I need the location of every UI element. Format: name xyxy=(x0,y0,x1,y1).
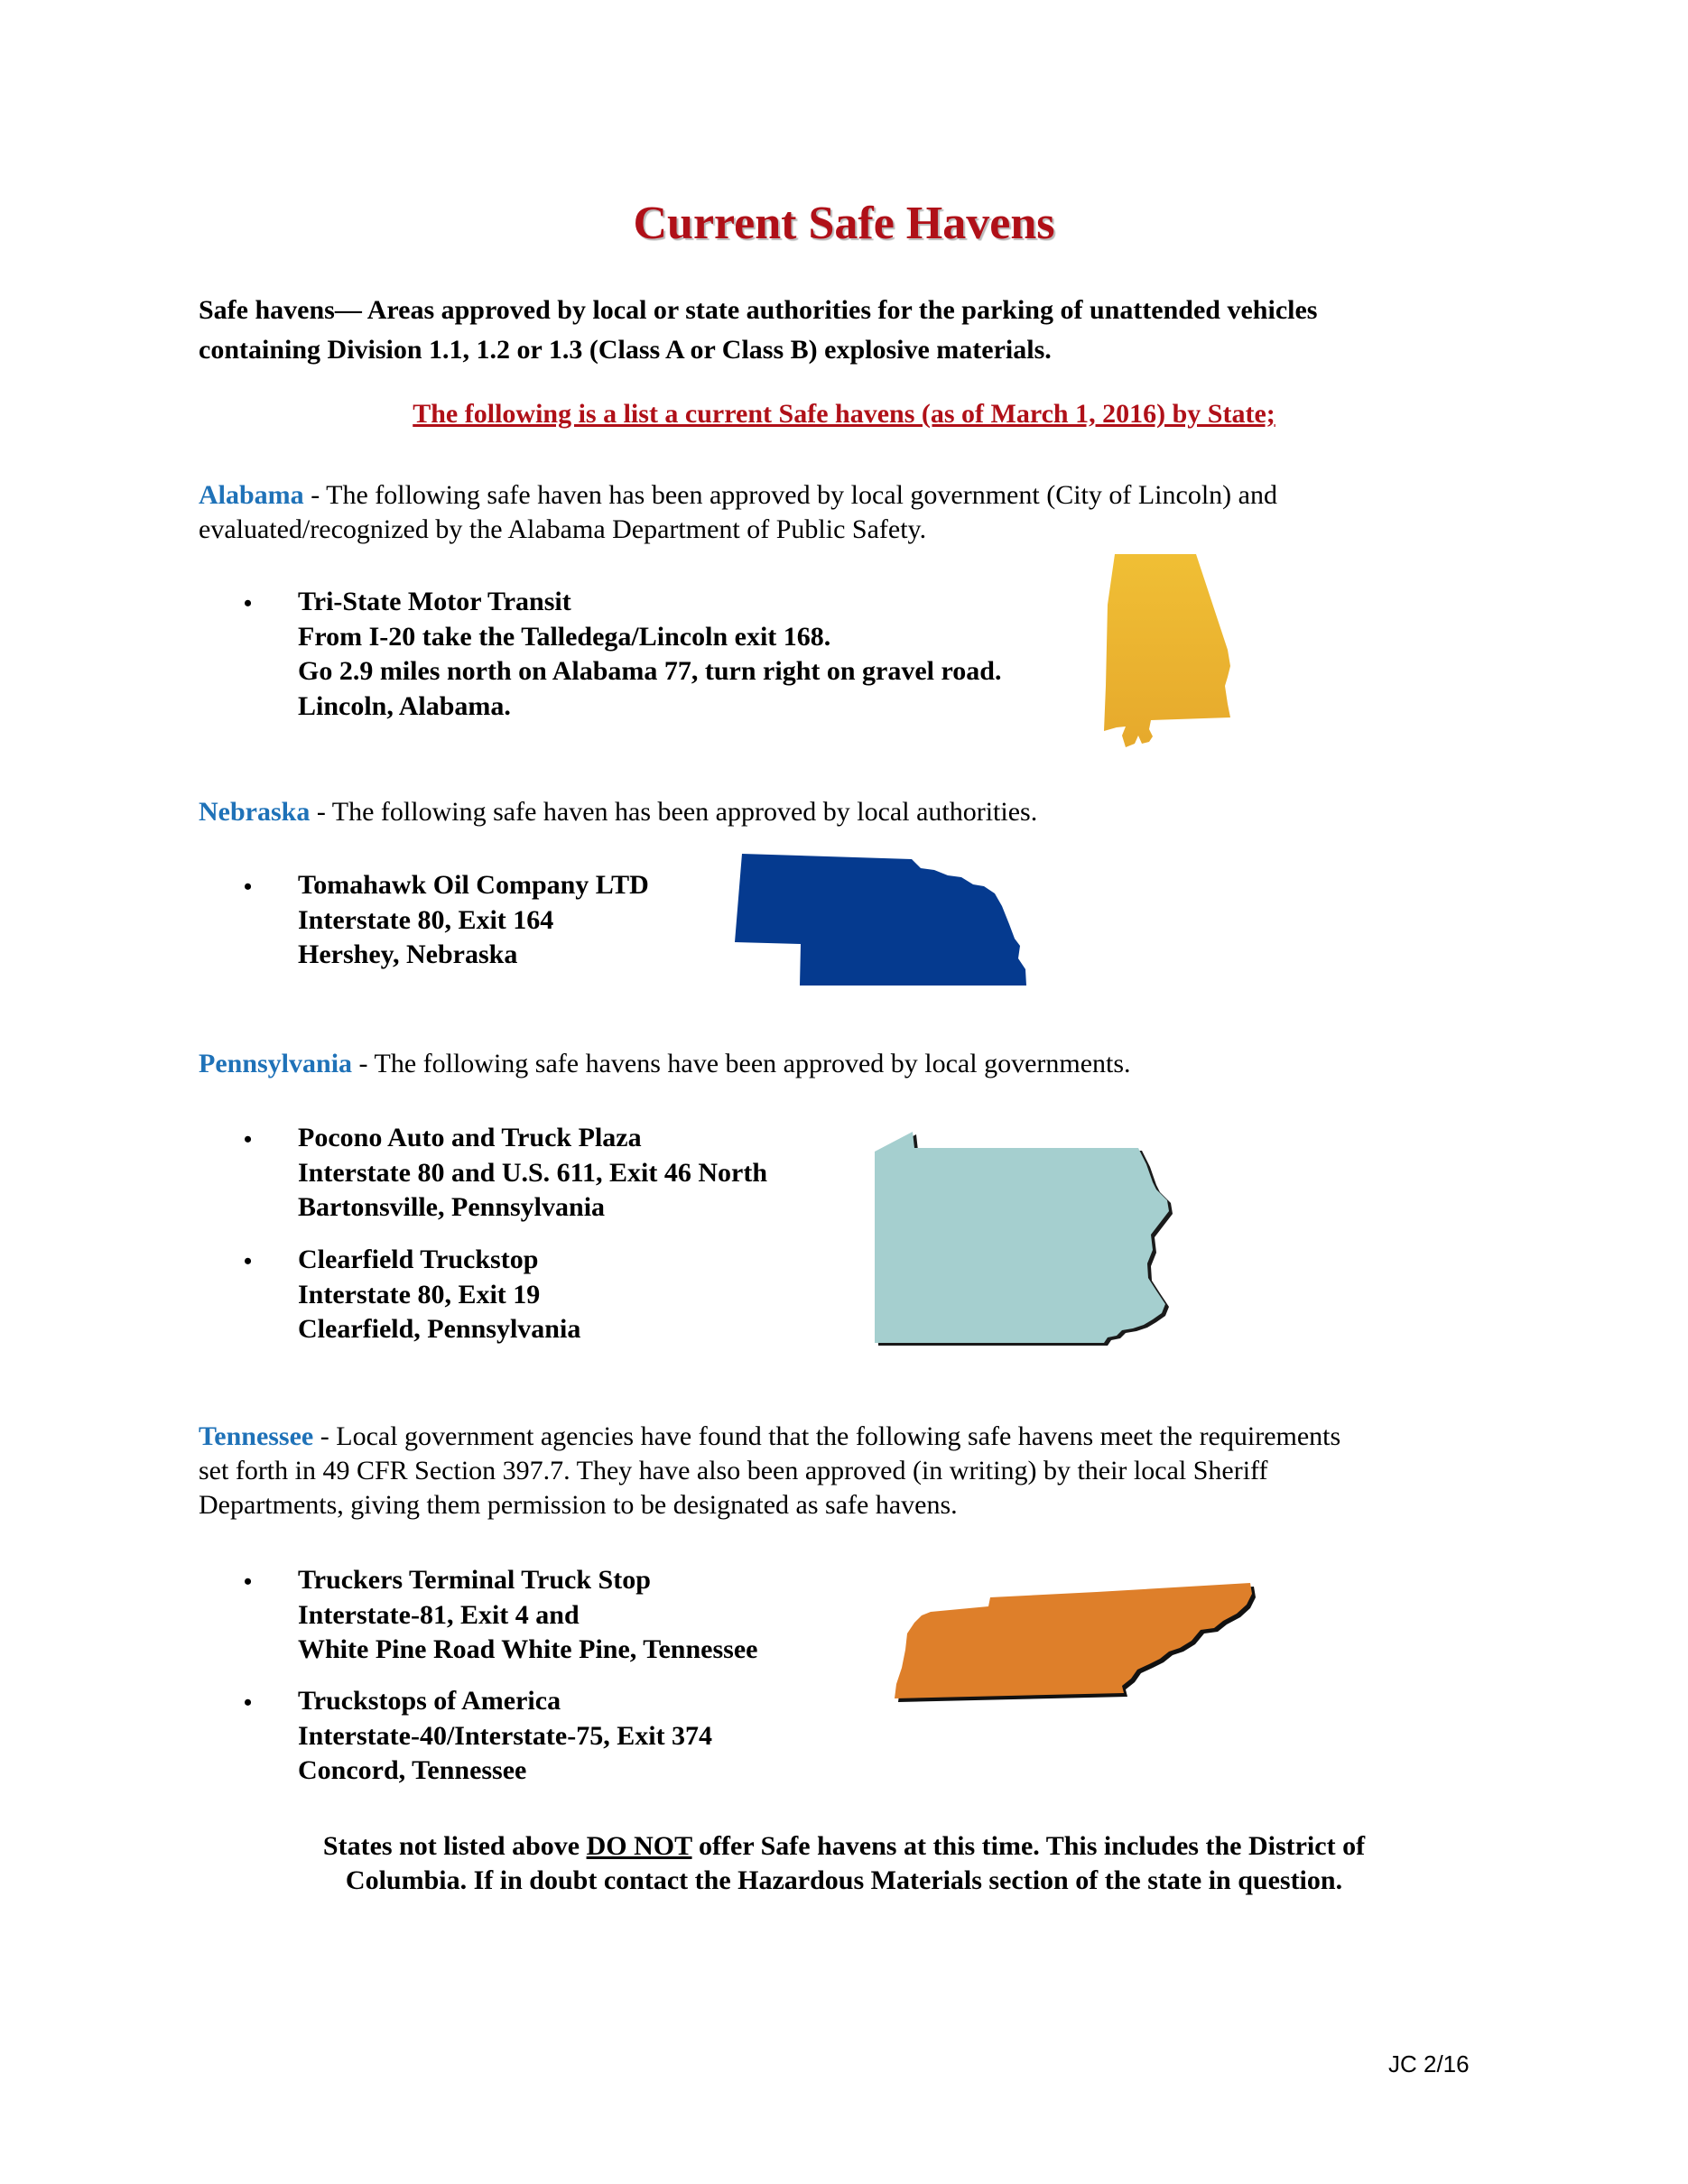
haven-line: Bartonsville, Pennsylvania xyxy=(298,1192,606,1222)
haven-name: Tomahawk Oil Company LTD xyxy=(298,870,649,900)
definition-line-1: Safe havens— Areas approved by local or state authorities for the parking of unattended vehicles xyxy=(199,295,1318,325)
state-section-pennsylvania xyxy=(199,1047,1507,1081)
footer-note-text: States not listed above xyxy=(322,1831,587,1861)
haven-line: Interstate-40/Interstate-75, Exit 374 xyxy=(298,1720,713,1751)
state-description-line-2: set forth in 49 CFR Section 397.7. They have also been approved (in writing) by their local Sheriff xyxy=(199,1456,1268,1485)
state-name-alabama: Alabama xyxy=(199,480,304,510)
bullet-icon: • xyxy=(244,1248,253,1274)
haven-line: Interstate 80, Exit 19 xyxy=(298,1279,541,1309)
state-description-line-3: Departments, giving them permission to be designated as safe havens. xyxy=(199,1490,958,1520)
state-description: - The following safe haven has been approved by local authorities. xyxy=(310,797,1038,827)
haven-line: Lincoln, Alabama. xyxy=(298,690,511,721)
safe-haven-entry xyxy=(244,1243,580,1347)
footer-note-line-2: Columbia. If in doubt contact the Hazardous Materials section of the state in question. xyxy=(345,1865,1343,1895)
pennsylvania-shape xyxy=(875,1132,1169,1343)
haven-line: Hershey, Nebraska xyxy=(298,939,518,969)
alabama-map-icon xyxy=(1097,551,1241,754)
bullet-icon: • xyxy=(244,1569,253,1595)
state-description: - Local government agencies have found that the following safe havens meet the requirements xyxy=(313,1421,1341,1451)
state-name-tennessee: Tennessee xyxy=(199,1421,314,1451)
state-name-pennsylvania: Pennsylvania xyxy=(199,1049,353,1078)
haven-line: Interstate 80, Exit 164 xyxy=(298,904,554,935)
state-section-alabama xyxy=(199,478,1507,547)
haven-line: White Pine Road White Pine, Tennessee xyxy=(298,1634,758,1664)
haven-name: Pocono Auto and Truck Plaza xyxy=(298,1123,642,1152)
state-description: - The following safe haven has been approved by local government (City of Lincoln) and xyxy=(303,480,1277,510)
haven-line: Interstate 80 and U.S. 611, Exit 46 North xyxy=(298,1157,768,1188)
definition-line-2: containing Division 1.1, 1.2 or 1.3 (Class A or Class B) explosive materials. xyxy=(199,335,1052,365)
bullet-icon: • xyxy=(244,590,253,616)
alabama-shape xyxy=(1104,554,1230,747)
footer-note-text: offer Safe havens at this time. This includes the District of xyxy=(691,1831,1366,1861)
nebraska-shape xyxy=(735,854,1026,986)
page-title: Current Safe Havens xyxy=(633,198,1055,249)
safe-haven-entry xyxy=(244,868,649,973)
safe-haven-entry xyxy=(244,1121,767,1226)
state-section-nebraska xyxy=(199,795,1507,829)
haven-name: Clearfield Truckstop xyxy=(298,1245,539,1274)
haven-line: From I-20 take the Talledega/Lincoln exit 168. xyxy=(298,621,831,652)
state-description-line-2: evaluated/recognized by the Alabama Department of Public Safety. xyxy=(199,514,927,544)
nebraska-map-icon xyxy=(731,852,1029,987)
page-identifier: JC 2/16 xyxy=(1388,2050,1470,2078)
do-not-emphasis: DO NOT xyxy=(586,1831,692,1861)
state-name-nebraska: Nebraska xyxy=(199,797,311,827)
footer-note xyxy=(0,1829,1688,1898)
haven-name: Tri-State Motor Transit xyxy=(298,587,571,616)
bullet-icon: • xyxy=(244,874,253,900)
haven-line: Go 2.9 miles north on Alabama 77, turn right on gravel road. xyxy=(298,656,1002,686)
bullet-icon: • xyxy=(244,1126,253,1152)
haven-name: Truckers Terminal Truck Stop xyxy=(298,1565,651,1595)
tennessee-shape xyxy=(895,1583,1252,1698)
state-section-tennessee xyxy=(199,1420,1507,1522)
safe-haven-definition xyxy=(199,291,1507,370)
haven-line: Interstate-81, Exit 4 and xyxy=(298,1599,580,1630)
haven-line: Concord, Tennessee xyxy=(298,1755,527,1785)
state-description: - The following safe havens have been approved by local governments. xyxy=(352,1049,1131,1078)
bullet-icon: • xyxy=(244,1689,253,1716)
safe-haven-entry xyxy=(244,585,1001,724)
list-heading: The following is a list a current Safe havens (as of March 1, 2016) by State; xyxy=(413,399,1275,429)
pennsylvania-map-icon xyxy=(871,1128,1173,1345)
safe-haven-entry xyxy=(244,1563,757,1668)
safe-haven-entry xyxy=(244,1684,712,1789)
haven-line: Clearfield, Pennsylvania xyxy=(298,1314,581,1344)
tennessee-map-icon xyxy=(889,1578,1268,1713)
haven-name: Truckstops of America xyxy=(298,1686,561,1716)
